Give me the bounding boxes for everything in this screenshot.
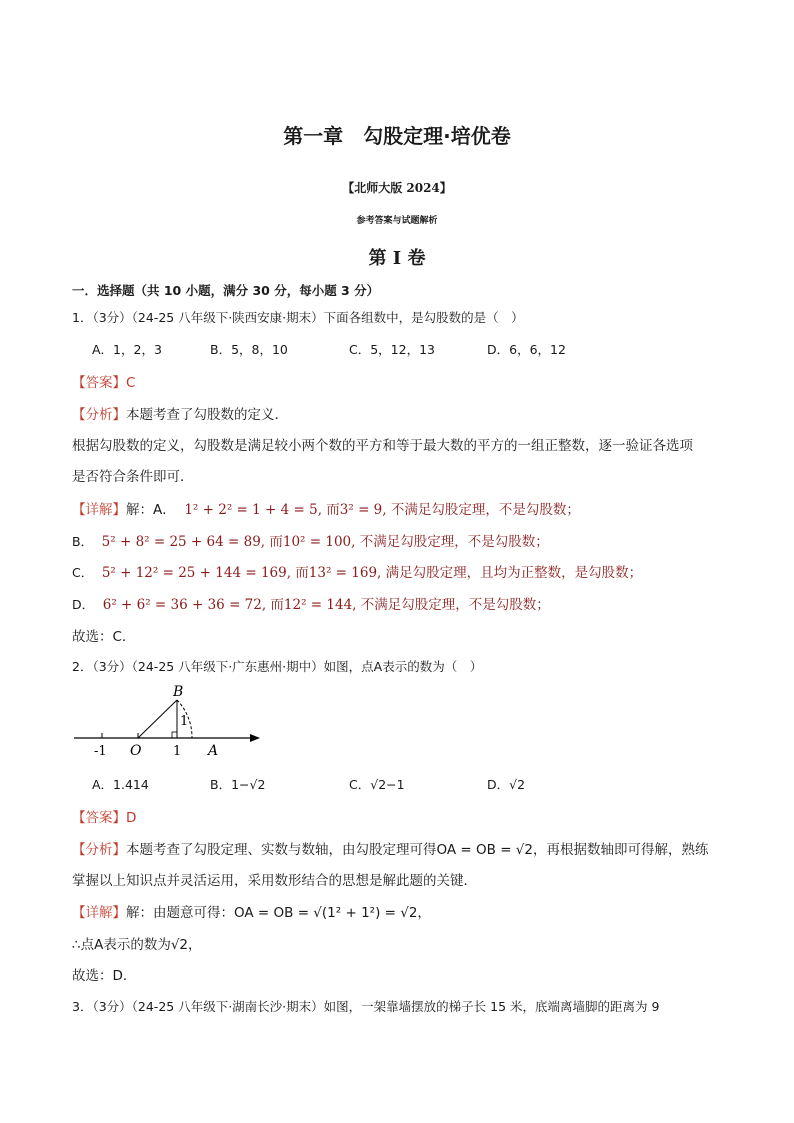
- label-a: A: [208, 743, 219, 759]
- section-heading: 一．选择题（共 10 小题，满分 30 分，每小题 3 分）: [72, 283, 380, 298]
- q2-detail-line: [72, 901, 431, 921]
- analysis-label: 【分析】: [72, 407, 126, 423]
- q2-analysis-line2: 掌握以上知识点并灵活运用，采用数形结合的思想是解此题的关键．: [72, 873, 477, 889]
- question-2-stem: 2．（3分）（24-25 八年级下·广东惠州·期中）如图，点A表示的数为（ ）: [72, 659, 483, 674]
- q2-analysis-text: 本题考查了勾股定理、实数与数轴，由勾股定理可得OA = OB = √2，再根据数轴即可得解，熟练: [126, 842, 709, 858]
- label-b: B: [173, 684, 184, 700]
- q1-analysis-text: 本题考查了勾股数的定义．: [126, 407, 288, 423]
- part-heading: 第 I 卷: [368, 248, 426, 269]
- edition-label: 【北师大版 2024】: [342, 181, 452, 195]
- q1-detail-c-lead: C．: [72, 565, 94, 580]
- q1-detail-d-lead: D．: [72, 597, 95, 612]
- page-title: 第一章 勾股定理·培优卷: [283, 124, 511, 148]
- q2-choose: 故选：D．: [72, 968, 137, 984]
- q2-option-c: C．√2−1: [349, 777, 405, 792]
- q2-answer: D: [126, 810, 137, 826]
- q1-option-d: D．6，6，12: [487, 342, 566, 357]
- q1-option-c: C．5，12，13: [349, 342, 435, 357]
- label-o: O: [130, 743, 142, 759]
- q2-answer-line: [72, 806, 136, 826]
- answer-label: 【答案】: [72, 810, 126, 826]
- q1-detail-lead: 解：A．: [126, 502, 176, 518]
- label-one: 1: [173, 744, 182, 759]
- label-minus1: -1: [94, 744, 107, 759]
- q2-option-d: D．√2: [487, 777, 526, 792]
- detail-label: 【详解】: [72, 502, 126, 518]
- q1-analysis-line: [72, 403, 288, 423]
- question-3-stem: 3．（3分）（24-25 八年级下·湖南长沙·期末）如图，一架靠墙摆放的梯子长 15 米，底端离墙脚的距离为 9: [72, 999, 660, 1014]
- q2-option-a: A．1.414: [92, 777, 149, 792]
- axis-arrow: [250, 734, 260, 742]
- answer-label: 【答案】: [72, 375, 126, 391]
- q1-detail-b-line: [72, 530, 549, 550]
- question-1-stem: 1．（3分）（24-25 八年级下·陕西安康·期末）下面各组数中，是勾股数的是（ ）: [72, 310, 524, 325]
- detail-label: 【详解】: [72, 905, 126, 921]
- q2-analysis-line: [72, 838, 709, 858]
- q1-analysis-line3: 是否符合条件即可．: [72, 469, 194, 485]
- q1-answer: C: [126, 375, 136, 391]
- right-angle-mark: [172, 732, 177, 738]
- q2-option-b: B．1−√2: [210, 777, 266, 792]
- q1-option-a: A．1，2，3: [92, 342, 162, 357]
- q1-detail-b: 5² + 8² = 25 + 64 = 89, 而10² = 100, 不满足勾股定理，不是勾股数；: [101, 534, 549, 550]
- q1-detail-d-line: [72, 593, 550, 613]
- q1-detail-c-line: [72, 561, 642, 581]
- label-one-side: 1: [180, 714, 189, 729]
- q1-detail-b-lead: B．: [72, 534, 94, 549]
- q1-detail-line: [72, 498, 580, 518]
- number-line-diagram: [72, 680, 272, 760]
- page-subtitle: 参考答案与试题解析: [356, 216, 438, 226]
- q1-option-b: B．5，8，10: [210, 342, 288, 357]
- q1-detail-d: 6² + 6² = 36 + 36 = 72, 而12² = 144, 不满足勾股定理，不是勾股数；: [102, 597, 550, 613]
- q2-conclusion: ∴点A表示的数为√2，: [72, 937, 202, 953]
- q2-detail-text: 解：由题意可得：OA = OB = √(1² + 1²) = √2，: [126, 905, 431, 921]
- q1-choose: 故选：C．: [72, 629, 136, 645]
- segment-ob: [138, 700, 177, 738]
- q1-detail-c: 5² + 12² = 25 + 144 = 169, 而13² = 169, 满足勾股定理，且均为正整数，是勾股数；: [101, 565, 643, 581]
- q1-analysis-line2: 根据勾股数的定义，勾股数是满足较小两个数的平方和等于最大数的平方的一组正整数，逐一验证各选项: [72, 438, 693, 454]
- analysis-label: 【分析】: [72, 842, 126, 858]
- q1-answer-line: [72, 371, 135, 391]
- q1-detail-a: 1² + 2² = 1 + 4 = 5, 而3² = 9, 不满足勾股定理，不是勾股数；: [184, 502, 580, 518]
